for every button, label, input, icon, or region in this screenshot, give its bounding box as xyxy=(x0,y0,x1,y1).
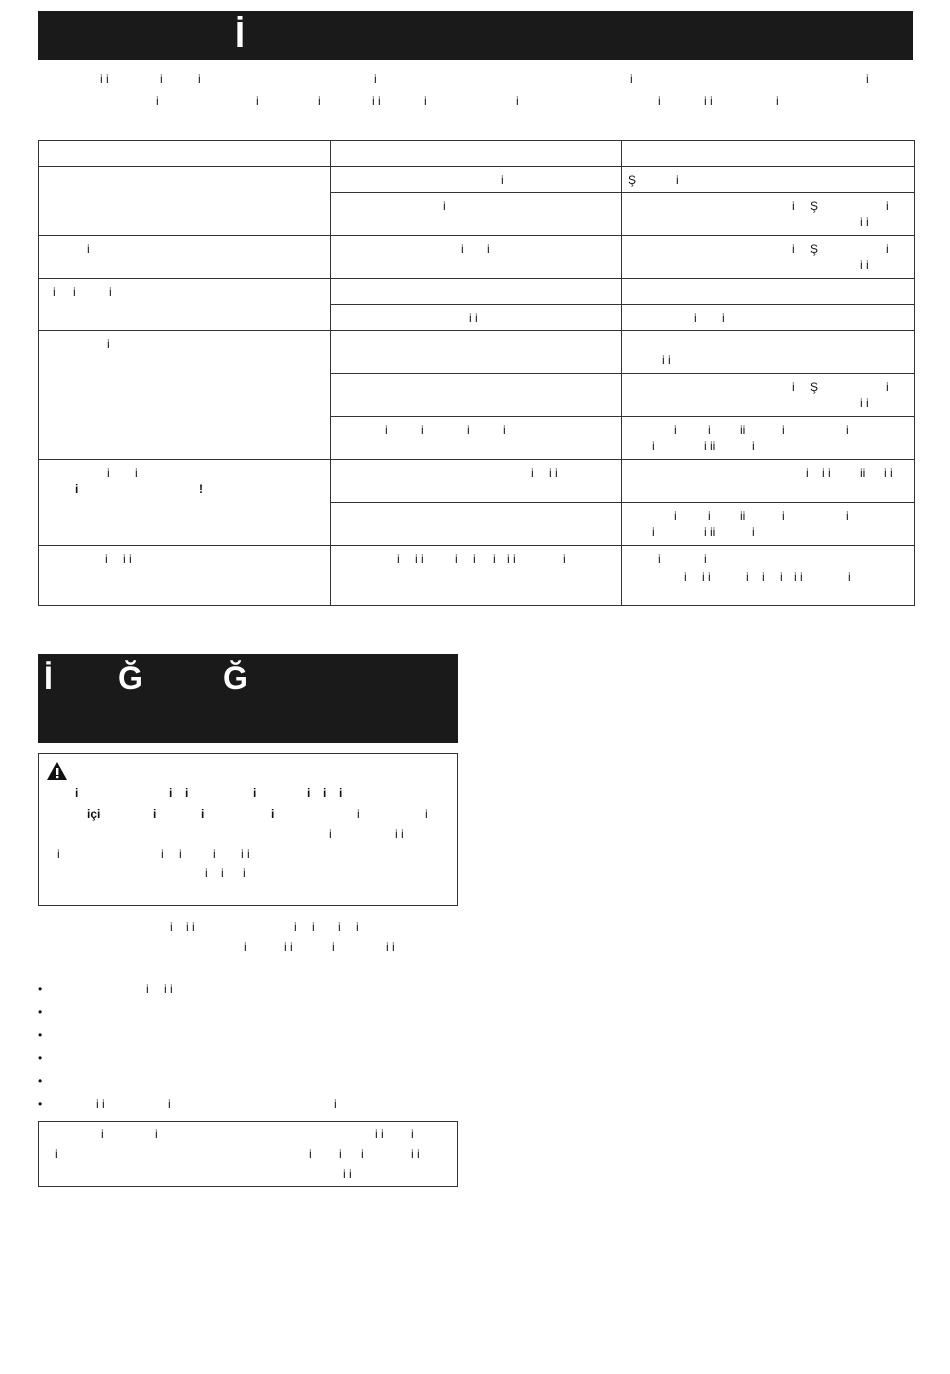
table-cell-remedy xyxy=(622,417,915,460)
table-row xyxy=(39,167,915,193)
bullet-dot: • xyxy=(38,1005,43,1019)
warranty-paragraph xyxy=(38,918,458,958)
warning-glyph: i xyxy=(205,866,208,880)
table-cell-cause xyxy=(331,305,622,331)
cell-glyph: i xyxy=(780,570,783,584)
intro-glyph: i xyxy=(630,72,633,86)
cell-glyph: i xyxy=(443,199,446,213)
table-cell-remedy xyxy=(622,305,915,331)
warning-glyph: i xyxy=(323,786,327,800)
cell-glyph: i xyxy=(107,337,110,351)
warning-glyph: i xyxy=(243,866,246,880)
cell-glyph: ii xyxy=(860,466,866,480)
cell-glyph: i xyxy=(886,199,889,213)
para-glyph: i i xyxy=(186,920,195,934)
cell-glyph: i i xyxy=(662,353,671,367)
cell-glyph: i xyxy=(503,423,506,437)
note-box xyxy=(38,1121,458,1187)
cell-glyph: ! xyxy=(199,482,203,496)
cell-glyph: i xyxy=(674,509,677,523)
cell-glyph: i i xyxy=(123,552,132,566)
table-row xyxy=(39,460,915,503)
bullet-dot: • xyxy=(38,982,43,996)
intro-glyph: i xyxy=(424,94,427,108)
table-header-cell xyxy=(622,141,915,167)
list-glyph: i i xyxy=(164,982,173,996)
warning-glyph: i xyxy=(179,847,182,861)
table-cell-problem xyxy=(39,167,331,236)
note-glyph: i i xyxy=(411,1147,420,1161)
cell-glyph: i xyxy=(455,552,458,566)
note-glyph: i i xyxy=(375,1127,384,1141)
section-header-warranty xyxy=(38,654,458,743)
note-glyph: i xyxy=(339,1147,342,1161)
table-cell-remedy xyxy=(622,331,915,374)
intro-glyph: i xyxy=(658,94,661,108)
section-header-troubleshooting xyxy=(38,11,913,60)
cell-glyph: i i xyxy=(469,311,478,325)
warning-glyph: i xyxy=(339,786,343,800)
cell-glyph: i xyxy=(708,423,711,437)
cell-glyph: Ş xyxy=(628,173,637,187)
warning-glyph: i xyxy=(425,807,428,821)
para-glyph: i xyxy=(244,940,247,954)
cell-glyph: i xyxy=(762,570,765,584)
table-cell-remedy xyxy=(622,374,915,417)
note-glyph: i xyxy=(101,1127,104,1141)
para-glyph: i xyxy=(294,920,297,934)
table-cell-remedy xyxy=(622,546,915,606)
section-title-char: Ğ xyxy=(118,660,143,696)
list-glyph: i xyxy=(334,1097,337,1111)
warning-glyph: i xyxy=(57,847,60,861)
cell-glyph: i xyxy=(652,439,655,453)
warning-glyph: i xyxy=(253,786,257,800)
cell-glyph: i xyxy=(421,423,424,437)
note-glyph: i i xyxy=(343,1167,352,1181)
table-cell-remedy xyxy=(622,167,915,193)
note-glyph: i xyxy=(155,1127,158,1141)
cell-glyph: i xyxy=(493,552,496,566)
table-cell-remedy xyxy=(622,279,915,305)
cell-glyph: i i xyxy=(549,466,558,480)
warning-glyph: i xyxy=(329,827,332,841)
table-cell-cause xyxy=(331,236,622,279)
bullet-dot: • xyxy=(38,1028,43,1042)
table-row xyxy=(39,236,915,279)
warning-glyph: i i xyxy=(395,827,404,841)
troubleshooting-table xyxy=(38,140,915,606)
warning-glyph: i xyxy=(213,847,216,861)
cell-glyph: i i xyxy=(507,552,516,566)
warning-glyph: i xyxy=(185,786,189,800)
cell-glyph: Ş xyxy=(810,380,819,394)
cell-glyph: i i xyxy=(794,570,803,584)
cell-glyph: i i xyxy=(884,466,893,480)
para-glyph: i xyxy=(332,940,335,954)
para-glyph: i i xyxy=(386,940,395,954)
table-cell-cause xyxy=(331,167,622,193)
cell-glyph: i xyxy=(846,423,849,437)
table-cell-cause xyxy=(331,331,622,374)
note-glyph: i xyxy=(361,1147,364,1161)
cell-glyph: i xyxy=(722,311,725,325)
list-item xyxy=(38,982,458,998)
warning-glyph: i xyxy=(161,847,164,861)
intro-glyph: i xyxy=(256,94,259,108)
cell-glyph: i xyxy=(694,311,697,325)
list-item xyxy=(38,1074,458,1090)
cell-glyph: i ii xyxy=(704,525,716,539)
cell-glyph: i xyxy=(704,552,707,566)
cell-glyph: i xyxy=(792,242,795,256)
warning-glyph: i xyxy=(307,786,311,800)
cell-glyph: i i xyxy=(415,552,424,566)
warning-glyph: i xyxy=(169,786,173,800)
cell-glyph: i xyxy=(886,242,889,256)
cell-glyph: i xyxy=(752,439,755,453)
intro-glyph: i xyxy=(160,72,163,86)
bullet-dot: • xyxy=(38,1097,43,1111)
table-header-row xyxy=(39,141,915,167)
cell-glyph: i i xyxy=(860,396,869,410)
table-cell-problem xyxy=(39,460,331,546)
cell-glyph: i xyxy=(684,570,687,584)
list-item xyxy=(38,1097,458,1113)
cell-glyph: i xyxy=(53,285,56,299)
cell-glyph: i xyxy=(563,552,566,566)
cell-glyph: i xyxy=(652,525,655,539)
table-cell-problem xyxy=(39,331,331,460)
cell-glyph: i xyxy=(87,242,90,256)
cell-glyph: i xyxy=(782,509,785,523)
cell-glyph: i xyxy=(792,380,795,394)
bullet-dot: • xyxy=(38,1051,43,1065)
para-glyph: i xyxy=(338,920,341,934)
cell-glyph: i xyxy=(752,525,755,539)
bullet-dot: • xyxy=(38,1074,43,1088)
note-glyph: i xyxy=(411,1127,414,1141)
cell-glyph: i xyxy=(658,552,661,566)
cell-glyph: i xyxy=(75,482,79,496)
list-glyph: i i xyxy=(96,1097,105,1111)
warning-glyph: i xyxy=(201,807,205,821)
cell-glyph: i xyxy=(708,509,711,523)
table-cell-cause xyxy=(331,460,622,503)
table-cell-remedy xyxy=(622,503,915,546)
warning-glyph: i xyxy=(153,807,157,821)
para-glyph: i xyxy=(312,920,315,934)
list-glyph: i xyxy=(168,1097,171,1111)
table-cell-cause xyxy=(331,279,622,305)
intro-glyph: i i xyxy=(372,94,381,108)
warning-glyph: i xyxy=(221,866,224,880)
table-cell-problem xyxy=(39,546,331,606)
section-title-char: Ğ xyxy=(223,660,248,696)
table-row xyxy=(39,546,915,606)
table-cell-cause xyxy=(331,193,622,236)
list-item xyxy=(38,1051,458,1067)
cell-glyph: i ii xyxy=(704,439,716,453)
table-row xyxy=(39,331,915,374)
cell-glyph: i xyxy=(73,285,76,299)
para-glyph: i xyxy=(356,920,359,934)
table-row xyxy=(39,279,915,305)
cell-glyph: i xyxy=(109,285,112,299)
warning-glyph: i xyxy=(271,807,275,821)
cell-glyph: ii xyxy=(740,423,746,437)
list-item xyxy=(38,1028,458,1044)
intro-glyph: i xyxy=(866,72,869,86)
intro-paragraph xyxy=(38,72,913,116)
cell-glyph: i xyxy=(746,570,749,584)
table-cell-remedy xyxy=(622,236,915,279)
table-header-cell xyxy=(39,141,331,167)
cell-glyph: i xyxy=(473,552,476,566)
cell-glyph: i xyxy=(792,199,795,213)
intro-glyph: i xyxy=(156,94,159,108)
intro-glyph: i xyxy=(198,72,201,86)
section-title-char: İ xyxy=(44,660,53,696)
list-item xyxy=(38,1005,458,1021)
cell-glyph: i xyxy=(107,466,110,480)
para-glyph: i i xyxy=(284,940,293,954)
table-cell-remedy xyxy=(622,193,915,236)
warning-glyph: i xyxy=(75,786,79,800)
cell-glyph: i xyxy=(782,423,785,437)
table-cell-cause xyxy=(331,546,622,606)
cell-glyph: i xyxy=(531,466,534,480)
intro-glyph: i i xyxy=(704,94,713,108)
cell-glyph: i i xyxy=(860,215,869,229)
cell-glyph: i xyxy=(385,423,388,437)
cell-glyph: i xyxy=(135,466,138,480)
cell-glyph: i xyxy=(846,509,849,523)
warning-icon xyxy=(46,761,68,781)
cell-glyph: i i xyxy=(822,466,831,480)
warning-box xyxy=(38,753,458,906)
cell-glyph: i i xyxy=(860,258,869,272)
cell-glyph: i xyxy=(806,466,809,480)
cell-glyph: Ş xyxy=(810,199,819,213)
intro-glyph: i i xyxy=(100,72,109,86)
cell-glyph: i xyxy=(105,552,108,566)
cell-glyph: i xyxy=(397,552,400,566)
table-cell-cause xyxy=(331,374,622,417)
table-cell-cause xyxy=(331,417,622,460)
para-glyph: i xyxy=(170,920,173,934)
warning-glyph: i i xyxy=(241,847,250,861)
cell-glyph: i xyxy=(674,423,677,437)
cell-glyph: i xyxy=(487,242,490,256)
intro-glyph: i xyxy=(516,94,519,108)
section-title: İ xyxy=(235,14,246,55)
cell-glyph: ii xyxy=(740,509,746,523)
intro-glyph: i xyxy=(374,72,377,86)
table-cell-remedy xyxy=(622,460,915,503)
table-header-cell xyxy=(331,141,622,167)
cell-glyph: Ş xyxy=(810,242,819,256)
warning-glyph: içi xyxy=(87,807,101,821)
cell-glyph: i xyxy=(461,242,464,256)
table-cell-cause xyxy=(331,503,622,546)
table-cell-problem xyxy=(39,279,331,331)
table-cell-problem xyxy=(39,236,331,279)
note-glyph: i xyxy=(309,1147,312,1161)
cell-glyph: i xyxy=(676,173,679,187)
intro-glyph: i xyxy=(776,94,779,108)
note-glyph: i xyxy=(55,1147,58,1161)
list-glyph: i xyxy=(146,982,149,996)
cell-glyph: i xyxy=(467,423,470,437)
warning-glyph: i xyxy=(357,807,360,821)
cell-glyph: i xyxy=(886,380,889,394)
cell-glyph: i xyxy=(501,173,504,187)
intro-glyph: i xyxy=(318,94,321,108)
cell-glyph: i i xyxy=(702,570,711,584)
cell-glyph: i xyxy=(848,570,851,584)
